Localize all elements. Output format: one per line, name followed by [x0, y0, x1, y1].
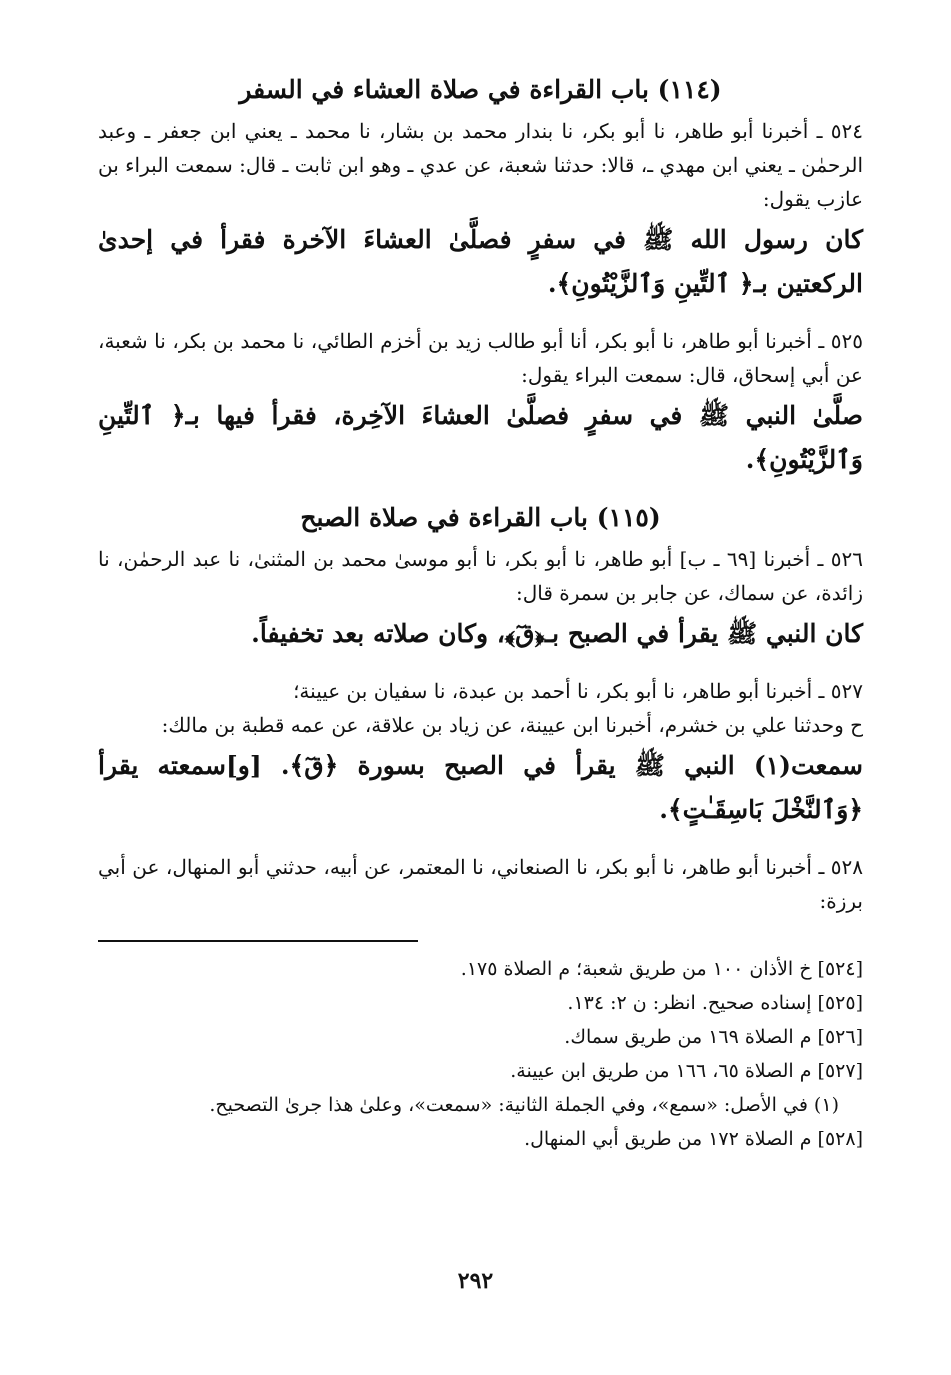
- hadith-526-isnad: ٥٢٦ ـ أخبرنا [٦٩ ـ ب] أبو طاهر، نا أبو بكر، نا أبو موسىٰ محمد بن المثنىٰ، نا عبد الرحمٰن، نا زائدة، عن سماك، عن جابر بن سمرة قال:: [98, 547, 864, 605]
- footnote-525: [٥٢٥] إسناده صحيح. انظر: ن ٢: ١٣٤.: [567, 992, 863, 1014]
- page-content: [98, 60, 863, 1156]
- hadith-527-isnad-1: ٥٢٧ ـ أخبرنا أبو طاهر، نا أبو بكر، نا أحمد بن عبدة، نا سفيان بن عيينة؛: [293, 679, 863, 703]
- section-heading-114: (١١٤) باب القراءة في صلاة العشاء في السفر: [239, 75, 722, 104]
- hadith-525-isnad: ٥٢٥ ـ أخبرنا أبو طاهر، نا أبو بكر، أنا أبو طالب زيد بن أخزم الطائي، نا محمد بن بكر، نا شعبة، عن أبي إسحاق، قال: سمعت البراء يقول:: [98, 329, 863, 387]
- hadith-524-isnad: ٥٢٤ ـ أخبرنا أبو طاهر، نا أبو بكر، نا بندار محمد بن بشار، نا محمد ـ يعني ابن جعفر ـ وعبد الرحمٰن ـ يعني ابن مهدي ـ، قالا: حدثنا شعبة، عن عدي ـ وهو ابن ثابت ـ قال: سمعت البراء بن عازب يقول:: [98, 119, 864, 211]
- hadith-525-matn: صلَّىٰ النبي ﷺ في سفرٍ فصلَّىٰ العشاءَ الآخِرة، فقرأ فيها بـ﴿ ٱلتِّينِ وَٱلزَّيْتُونِ﴾.: [98, 401, 863, 474]
- footnotes: [98, 952, 863, 1156]
- page-number: ٢٩٢: [457, 1268, 494, 1294]
- hadith-527-isnad-2: ح وحدثنا علي بن خشرم، أخبرنا ابن عيينة، عن زياد بن علاقة، عن عمه قطبة بن مالك:: [161, 713, 863, 737]
- hadith-526-matn: كان النبي ﷺ يقرأ في الصبح بـ﴿قٓ﴾، وكان صلاته بعد تخفيفاً.: [251, 619, 863, 648]
- section-heading-115: (١١٥) باب القراءة في صلاة الصبح: [300, 503, 661, 532]
- hadith-524-matn: كان رسول الله ﷺ في سفرٍ فصلَّىٰ العشاءَ الآخرة فقرأ في إحدىٰ الركعتين بـ﴿ ٱلتِّينِ وَٱلزَّيْتُونِ﴾.: [98, 225, 863, 298]
- footnote-divider: [98, 940, 418, 942]
- footnote-526: [٥٢٦] م الصلاة ١٦٩ من طريق سماك.: [564, 1026, 863, 1048]
- footnote-528: [٥٢٨] م الصلاة ١٧٢ من طريق أبي المنهال.: [524, 1128, 863, 1150]
- hadith-527-matn: سمعت(١) النبي ﷺ يقرأ في الصبح بسورة ﴿قٓ﴾. [و]سمعته يقرأ ﴿وَٱلنَّخْلَ بَاسِقَـٰتٍ﴾.: [98, 751, 863, 824]
- hadith-528-isnad: ٥٢٨ ـ أخبرنا أبو طاهر، نا أبو بكر، نا الصنعاني، نا المعتمر، عن أبيه، حدثني أبو المنهال، عن أبي برزة:: [98, 855, 863, 913]
- footnote-1: (١) في الأصل: «سمع»، وفي الجملة الثانية: «سمعت»، وعلىٰ هذا جرىٰ التصحيح.: [209, 1094, 839, 1116]
- footnote-524: [٥٢٤] خ الأذان ١٠٠ من طريق شعبة؛ م الصلاة ١٧٥.: [460, 958, 863, 980]
- footnote-527: [٥٢٧] م الصلاة ٦٥، ١٦٦ من طريق ابن عيينة.: [510, 1060, 863, 1082]
